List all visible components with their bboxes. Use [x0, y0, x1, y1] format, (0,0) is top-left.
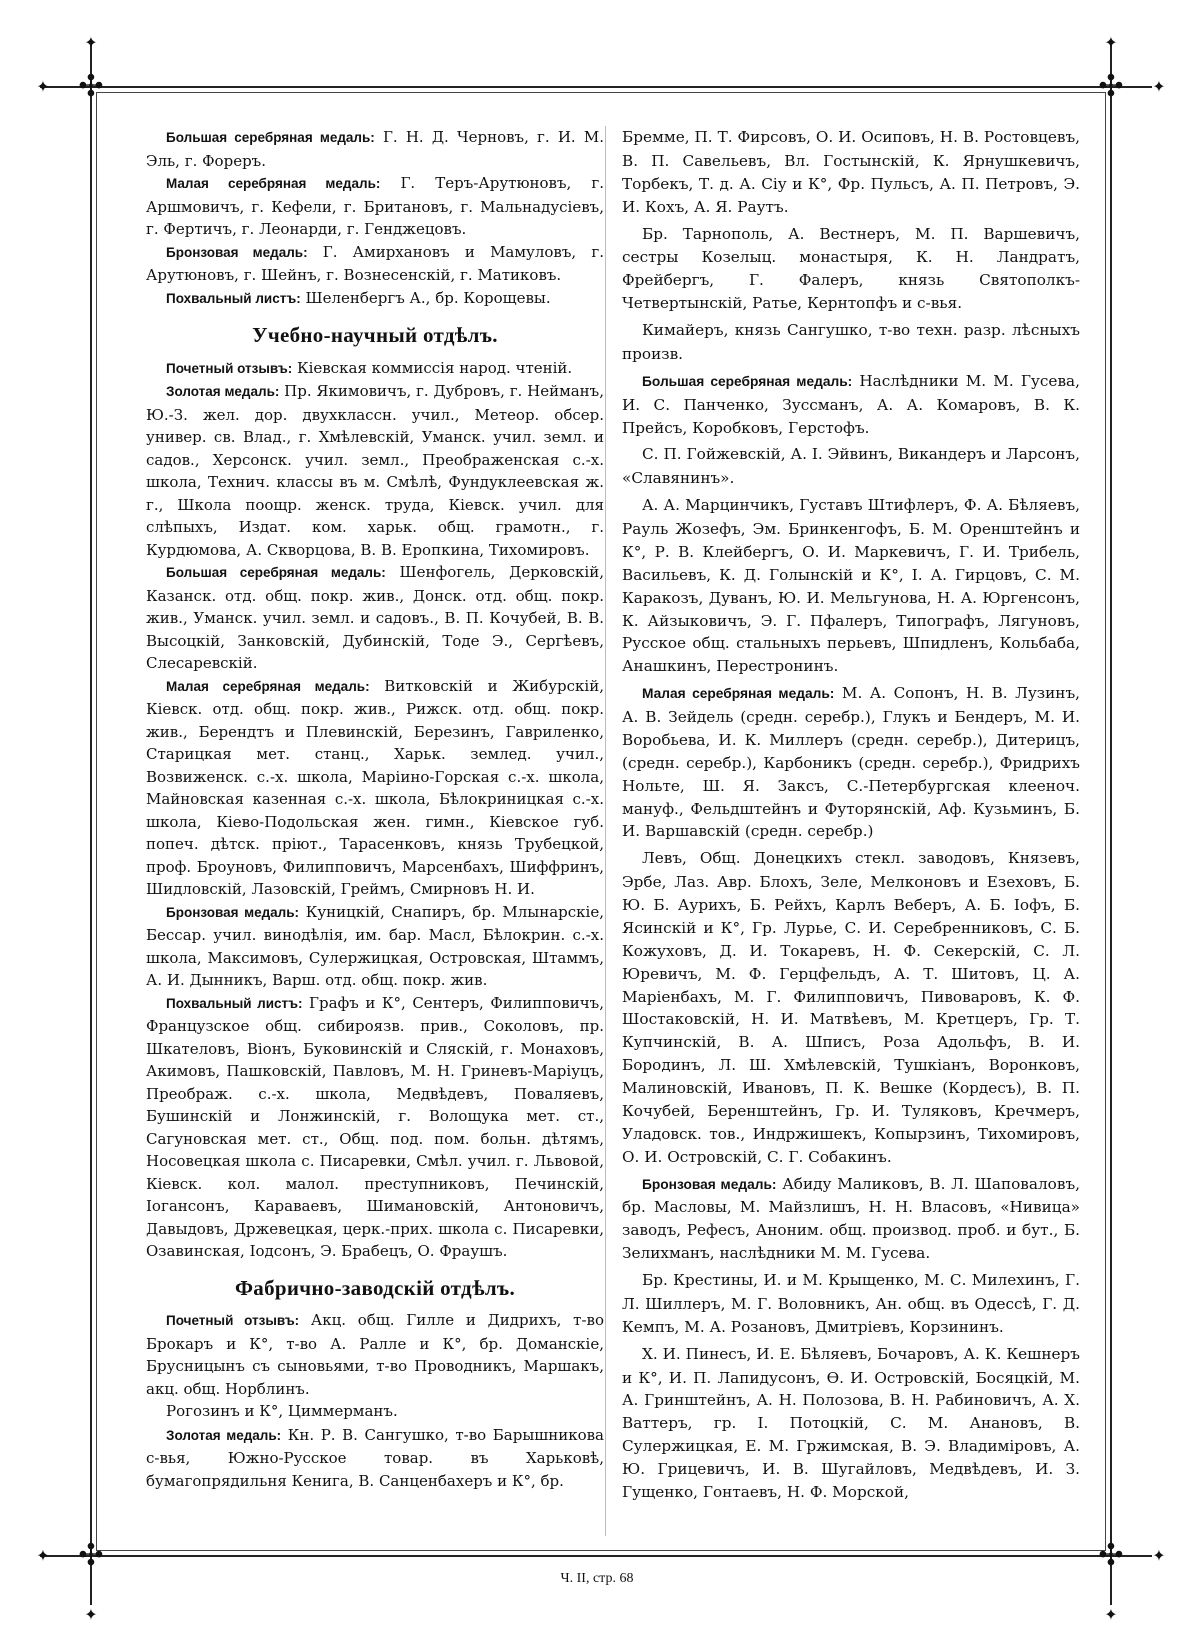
section-heading: Учебно-научный отдѣлъ. — [252, 323, 498, 347]
column-divider — [605, 126, 606, 1536]
tip-ornament-icon: ✦ — [84, 33, 98, 52]
corner-ornament-icon: ✣ — [78, 69, 104, 104]
tip-ornament-icon: ✦ — [36, 77, 50, 96]
award-entry: Кимайеръ, князь Сангушко, т-во техн. разр. лѣсныхъ произв. — [622, 321, 1080, 363]
award-entry: Почетный отзывъ: Кiевская коммиссiя народ. чтенiй. — [166, 358, 573, 377]
tip-ornament-icon: ✦ — [1152, 77, 1166, 96]
top-rule — [40, 86, 1152, 88]
page-number: Ч. II, стр. 68 — [560, 1571, 634, 1586]
award-entry: Бр. Крестины, И. и М. Крыщенко, М. С. Милехинъ, Г. Л. Шиллеръ, М. Г. Воловникъ, Ан. общ. въ Одессѣ, Г. Д. Кемпъ, М. А. Розановъ, Дмитрiевъ, Корзининъ. — [622, 1271, 1080, 1336]
award-entry: Большая серебряная медаль: Наслѣдники М. М. Гусева, И. С. Панченко, Зуссманъ, А. А. Комаровъ, В. К. Прейсъ, Коробковъ, Герстофъ. — [622, 371, 1080, 437]
corner-ornament-icon: ✣ — [1098, 69, 1124, 104]
award-entry: Золотая медаль: Кн. Р. В. Сангушко, т-во Барышникова с-вья, Южно-Русское товар. въ Харьковѣ, бумагопрядильня Кенига, В. Санценбахеръ и К°, бр. — [146, 1425, 604, 1490]
corner-ornament-icon: ✣ — [78, 1538, 104, 1573]
award-entry: Бронзовая медаль: Абиду Маликовъ, В. Л. Шаповаловъ, бр. Масловы, М. Майзлишъ, Н. Н. Власовъ, «Нивица» заводъ, Рефесъ, Аноним. общ. производ. проб. и бут., Б. Зелихманъ, наслѣдники М. М. Гусева. — [622, 1174, 1080, 1263]
award-entry: Бронзовая медаль: Куницкiй, Снапиръ, бр. Млынарскiе, Бессар. учил. винодѣлiя, им. бар. Масл, Бѣлокрин. с.-х. школа, Максимовъ, Сулержицкая, Островская, Штаммъ, А. И. Дынникъ, Варш. отд. общ. покр. жив. — [146, 902, 604, 989]
award-entry: Бр. Тарнополь, А. Вестнеръ, М. П. Варшевичъ, сестры Козелыц. монастыря, К. Н. Ландратъ, Фрейбергъ, Г. Фалеръ, князь Святополкъ-Четвертынскiй, Ратье, Кернтопфъ и с-вья. — [622, 224, 1080, 313]
award-entry: Бремме, П. Т. Фирсовъ, О. И. Осиповъ, Н. В. Ростовцевъ, В. П. Савельевъ, Вл. Гостынскiй, К. Ярнушкевичъ, Торбекъ, Т. д. А. Сiу и К°, Фр. Пульсъ, А. П. Петровъ, Э. И. Кохъ, А. Я. Раутъ. — [622, 128, 1080, 216]
award-entry: Левъ, Общ. Донецкихъ стекл. заводовъ, Князевъ, Эрбе, Лаз. Авр. Блохъ, Зеле, Мелконовъ и Езеховъ, Б. Ю. Б. Аурихъ, Б. Рейхъ, Карлъ Веберъ, А. Б. Iофъ, Б. Ясинскiй и К°, Гр. Лурье, С. И. Серебренниковъ, С. Б. Кожуховъ, Д. И. Токаревъ, Н. Ф. Секерскiй, С. Л. Юревичъ, М. Ф. Герцфельдъ, А. Т. Шитовъ, Ц. А. Марiенбахъ, М. Г. Филипповичъ, Пивоваровъ, К. Ф. Шостаковскiй, Н. И. Матвѣевъ, М. Кретцеръ, Гр. Т. Купчинскiй, В. А. Шписъ, Роза Адольфъ, В. И. Бородинъ, Л. Ш. Хмѣлевскiй, Тушкiанъ, Воронковъ, Малиновскiй, Ивановъ, П. К. Вешке (Кордесъ), В. П. Кочубей, Беренштейнъ, Гр. И. Туляковъ, Кречмеръ, Уладовск. тов., Индржишекъ, Копырзинъ, Тихомировъ, О. И. Островскiй, С. Г. Собакинъ. — [622, 849, 1080, 1166]
award-entry: Малая серебряная медаль: М. А. Сопонъ, Н. В. Лузинъ, А. В. Зейдель (средн. серебр.), Глукъ и Бендеръ, М. И. Воробьева, И. К. Миллеръ (средн. серебр.), Дитерицъ, (средн. серебр.), Карбоникъ (средн. серебр.), Фридрихъ Нольте, Ш. Я. Заксъ, С.-Петербургская клееноч. мануф., Фельдштейнъ и Футорянскiй, Аф. Кузьминъ, Б. И. Варшавскiй (средн. серебр.) — [622, 684, 1080, 841]
award-entry: Малая серебряная медаль: Витковскiй и Жибурскiй, Кiевск. отд. общ. покр. жив., Рижск. отд. общ. покр. жив., Берендтъ и Плевинскiй, Березинъ, Гавриленко, Старицкая мет. станц., Харьк. землед. учил., Возвиженск. с.-х. школа, Марiино-Горская с.-х. школа, Майновская казенная с.-х. школа, Бѣлокриницкая с.-х. школа, Кiево-Подольская жен. гимн., Кiевское губ. попеч. дѣтск. прiют., Тарасенковъ, князь Трубецкой, проф. Броуновъ, Филипповичъ, Марсенбахъ, Шиффринъ, Шидловскiй, Лазовскiй, Греймъ, Смирновъ Н. И. — [146, 676, 604, 898]
award-entry: Большая серебряная медаль: Г. Н. Д. Черновъ, г. И. М. Эль, г. Фореръ. — [146, 128, 604, 170]
award-entry: Большая серебряная медаль: Шенфогель, Дерковскiй, Казанск. отд. общ. покр. жив., Донск. отд. общ. покр. жив., Уманск. учил. земл. и садовъ., В. П. Кочубей, В. В. Высоцкiй, Занковскiй, Дубинскiй, Тоде Э., Сергѣевъ, Слесаревскiй. — [146, 563, 604, 672]
right-rule — [1110, 40, 1112, 1605]
left-column — [146, 126, 604, 1492]
tip-ornament-icon: ✦ — [1152, 1546, 1166, 1565]
award-entry: Золотая медаль: Пр. Якимовичъ, г. Дубровъ, г. Нейманъ, Ю.-З. жел. дор. двухклассн. учил., Метеор. обсер. универ. св. Влад., г. Хмѣлевскiй, Уманск. учил. земл. и садов., Херсонск. учил. земл., Преображенская с.-х. школа, Технич. классы въ м. Смѣлѣ, Фундуклеевская ж. г., Школа поощр. женск. труда, Кiевск. учил. для слѣпыхъ, Издат. ком. харьк. общ. грамотн., г. Курдюмова, А. Скворцова, В. В. Еропкина, Тихомировъ. — [146, 382, 604, 559]
right-column — [622, 126, 1080, 1504]
award-entry: А. А. Марцинчикъ, Густавъ Штифлеръ, Ф. А. Бѣляевъ, Рауль Жозефъ, Эм. Бринкенгофъ, Б. М. Оренштейнъ и К°, Р. В. Клейбергъ, О. И. Маркевичъ, Г. И. Трибель, Васильевъ, К. Д. Голынскiй и К°, I. А. Гирцовъ, С. М. Каракозъ, Дуванъ, Ю. И. Мельгунова, Н. А. Юргенсонъ, К. Айзыковичъ, Э. Г. Пфалеръ, Типографъ, Лягуновъ, Русское общ. стальныхъ перьевъ, Шпидленъ, Кольбаба, Анашкинъ, Перестронинъ. — [622, 496, 1080, 676]
award-entry: Бронзовая медаль: Г. Амирхановъ и Мамуловъ, г. Арутюновъ, г. Шейнъ, г. Вознесенскiй, г. Матиковъ. — [146, 242, 604, 284]
award-entry: Малая серебряная медаль: Г. Теръ-Арутюновъ, г. Аршмовичъ, г. Кефели, г. Британовъ, г. Мальнадусiевъ, г. Фертичъ, г. Леонарди, г. Генджецовъ. — [146, 174, 605, 238]
award-entry: С. П. Гойжевскiй, А. I. Эйвинъ, Викандеръ и Ларсонъ, «Славянинъ». — [622, 445, 1080, 488]
award-entry: Похвальный листъ: Шеленбергъ А., бр. Корощевы. — [166, 288, 551, 307]
award-entry: Рогозинъ и К°, Циммерманъ. — [166, 1402, 398, 1420]
section-heading: Фабрично-заводскiй отдѣлъ. — [234, 1275, 516, 1300]
award-entry: Х. И. Пинесъ, И. Е. Бѣляевъ, Бочаровъ, А. К. Кешнеръ и К°, И. П. Лапидусонъ, Ѳ. И. Островскiй, Босяцкiй, М. А. Гринштейнъ, А. Н. Полозова, В. Н. Рабиновичъ, А. Х. Ваттеръ, гр. I. Потоцкiй, С. М. Анановъ, В. Сулержицкая, Е. М. Гржимская, В. Э. Владимiровъ, А. Ю. Грицевичъ, И. В. Шугайловъ, Медвѣдевъ, И. З. Гущенко, Гонтаевъ, Н. Ф. Морской, — [622, 1344, 1080, 1501]
left-rule — [90, 40, 92, 1605]
corner-ornament-icon: ✣ — [1098, 1538, 1124, 1573]
award-entry: Похвальный листъ: Графъ и К°, Сентеръ, Филипповичъ, Французское общ. сибироязв. прив., Соколовъ, пр. Шкателовъ, Вiонъ, Буковинскiй и Сляскiй, г. Монаховъ, Акимовъ, Пашковскiй, Павловъ, М. Н. Гриневъ-Марiуцъ, Преображ. с.-х. школа, Медвѣдевъ, Поваляевъ, Бушинскiй и Лонжинскiй, г. Волощука мет. ст., Сагуновская мет. ст., Общ. под. пом. больн. дѣтямъ, Носовецкая школа с. Писаревки, Смѣл. учил. г. Львовой, Кiевск. кол. малол. преступниковъ, Печинскiй, Iогансонъ, Караваевъ, Шимановскiй, Антоновичъ, Давыдовъ, Држевецкая, церк.-прих. школа с. Писаревки, Озавинская, Iодсонъ, Э. Брабецъ, О. Фраушъ. — [146, 993, 604, 1260]
tip-ornament-icon: ✦ — [84, 1605, 98, 1624]
bottom-rule — [40, 1555, 1152, 1557]
tip-ornament-icon: ✦ — [36, 1546, 50, 1565]
tip-ornament-icon: ✦ — [1104, 33, 1118, 52]
award-entry: Почетный отзывъ: Акц. общ. Гилле и Дидрихъ, т-во Брокаръ и К°, т-во А. Ралле и К°, бр. Доманскiе, Брусницынъ съ сыновьями, т-во Проводникъ, Маршакъ, акц. общ. Норблинъ. — [146, 1311, 604, 1398]
tip-ornament-icon: ✦ — [1104, 1605, 1118, 1624]
